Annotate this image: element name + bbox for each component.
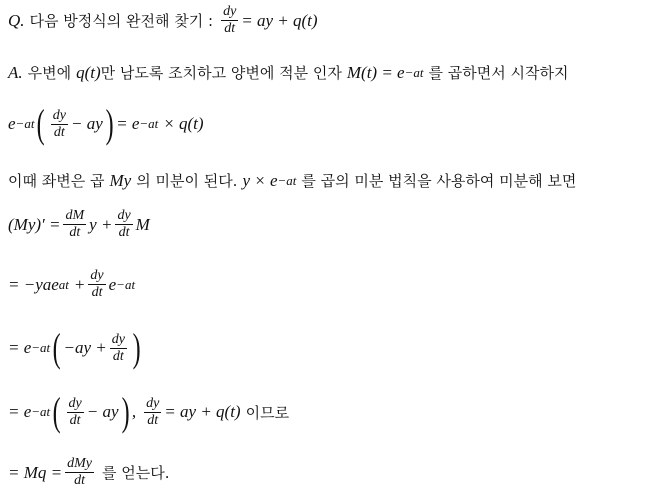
fraction-dy-dt: $\frac{dy}{dt}$ (223, 4, 237, 36)
answer-line: A. 우변에 q(t) 만 남도록 조치하고 양변에 적분 인자 M(t) = e −at 를 곱하면서 시작하지 (8, 62, 569, 82)
question-prefix: Q. (8, 10, 25, 30)
equation-5: = e −at ( $\frac{dy}{dt}$ − ay ) , $\frac{dy}{dt}$ = ay + q(t) 이므로 (8, 389, 290, 434)
paragraph-2: 이때 좌변은 곱 My 의 미분이 된다. y × e −at 를 곱의 미분 법칙을 사용하여 미분해 보면 (8, 170, 577, 190)
answer-prefix: A. (8, 62, 23, 82)
equation-6: = Mq = $\frac{\text{dMy}}{dt}$ 를 얻는다. (8, 456, 170, 488)
question-text: 다음 방정식의 완전해 찾기 : (29, 12, 214, 30)
question-line (8, 4, 318, 37)
equation-2: (My)′ = $\frac{dM}{dt}$ y + $\frac{dy}{dt}$ M (8, 208, 150, 240)
equation-4: = e −at ( −ay + $\frac{dy}{dt}$ ) (8, 325, 141, 370)
equation-3: = −yae at + $\frac{dy}{dt}$ e −at (8, 268, 136, 300)
question-rhs: = ay + q(t) (241, 10, 318, 30)
equation-1: e −at ( $\frac{dy}{dt}$ − ay ) = e −at × q(t) (8, 101, 204, 146)
